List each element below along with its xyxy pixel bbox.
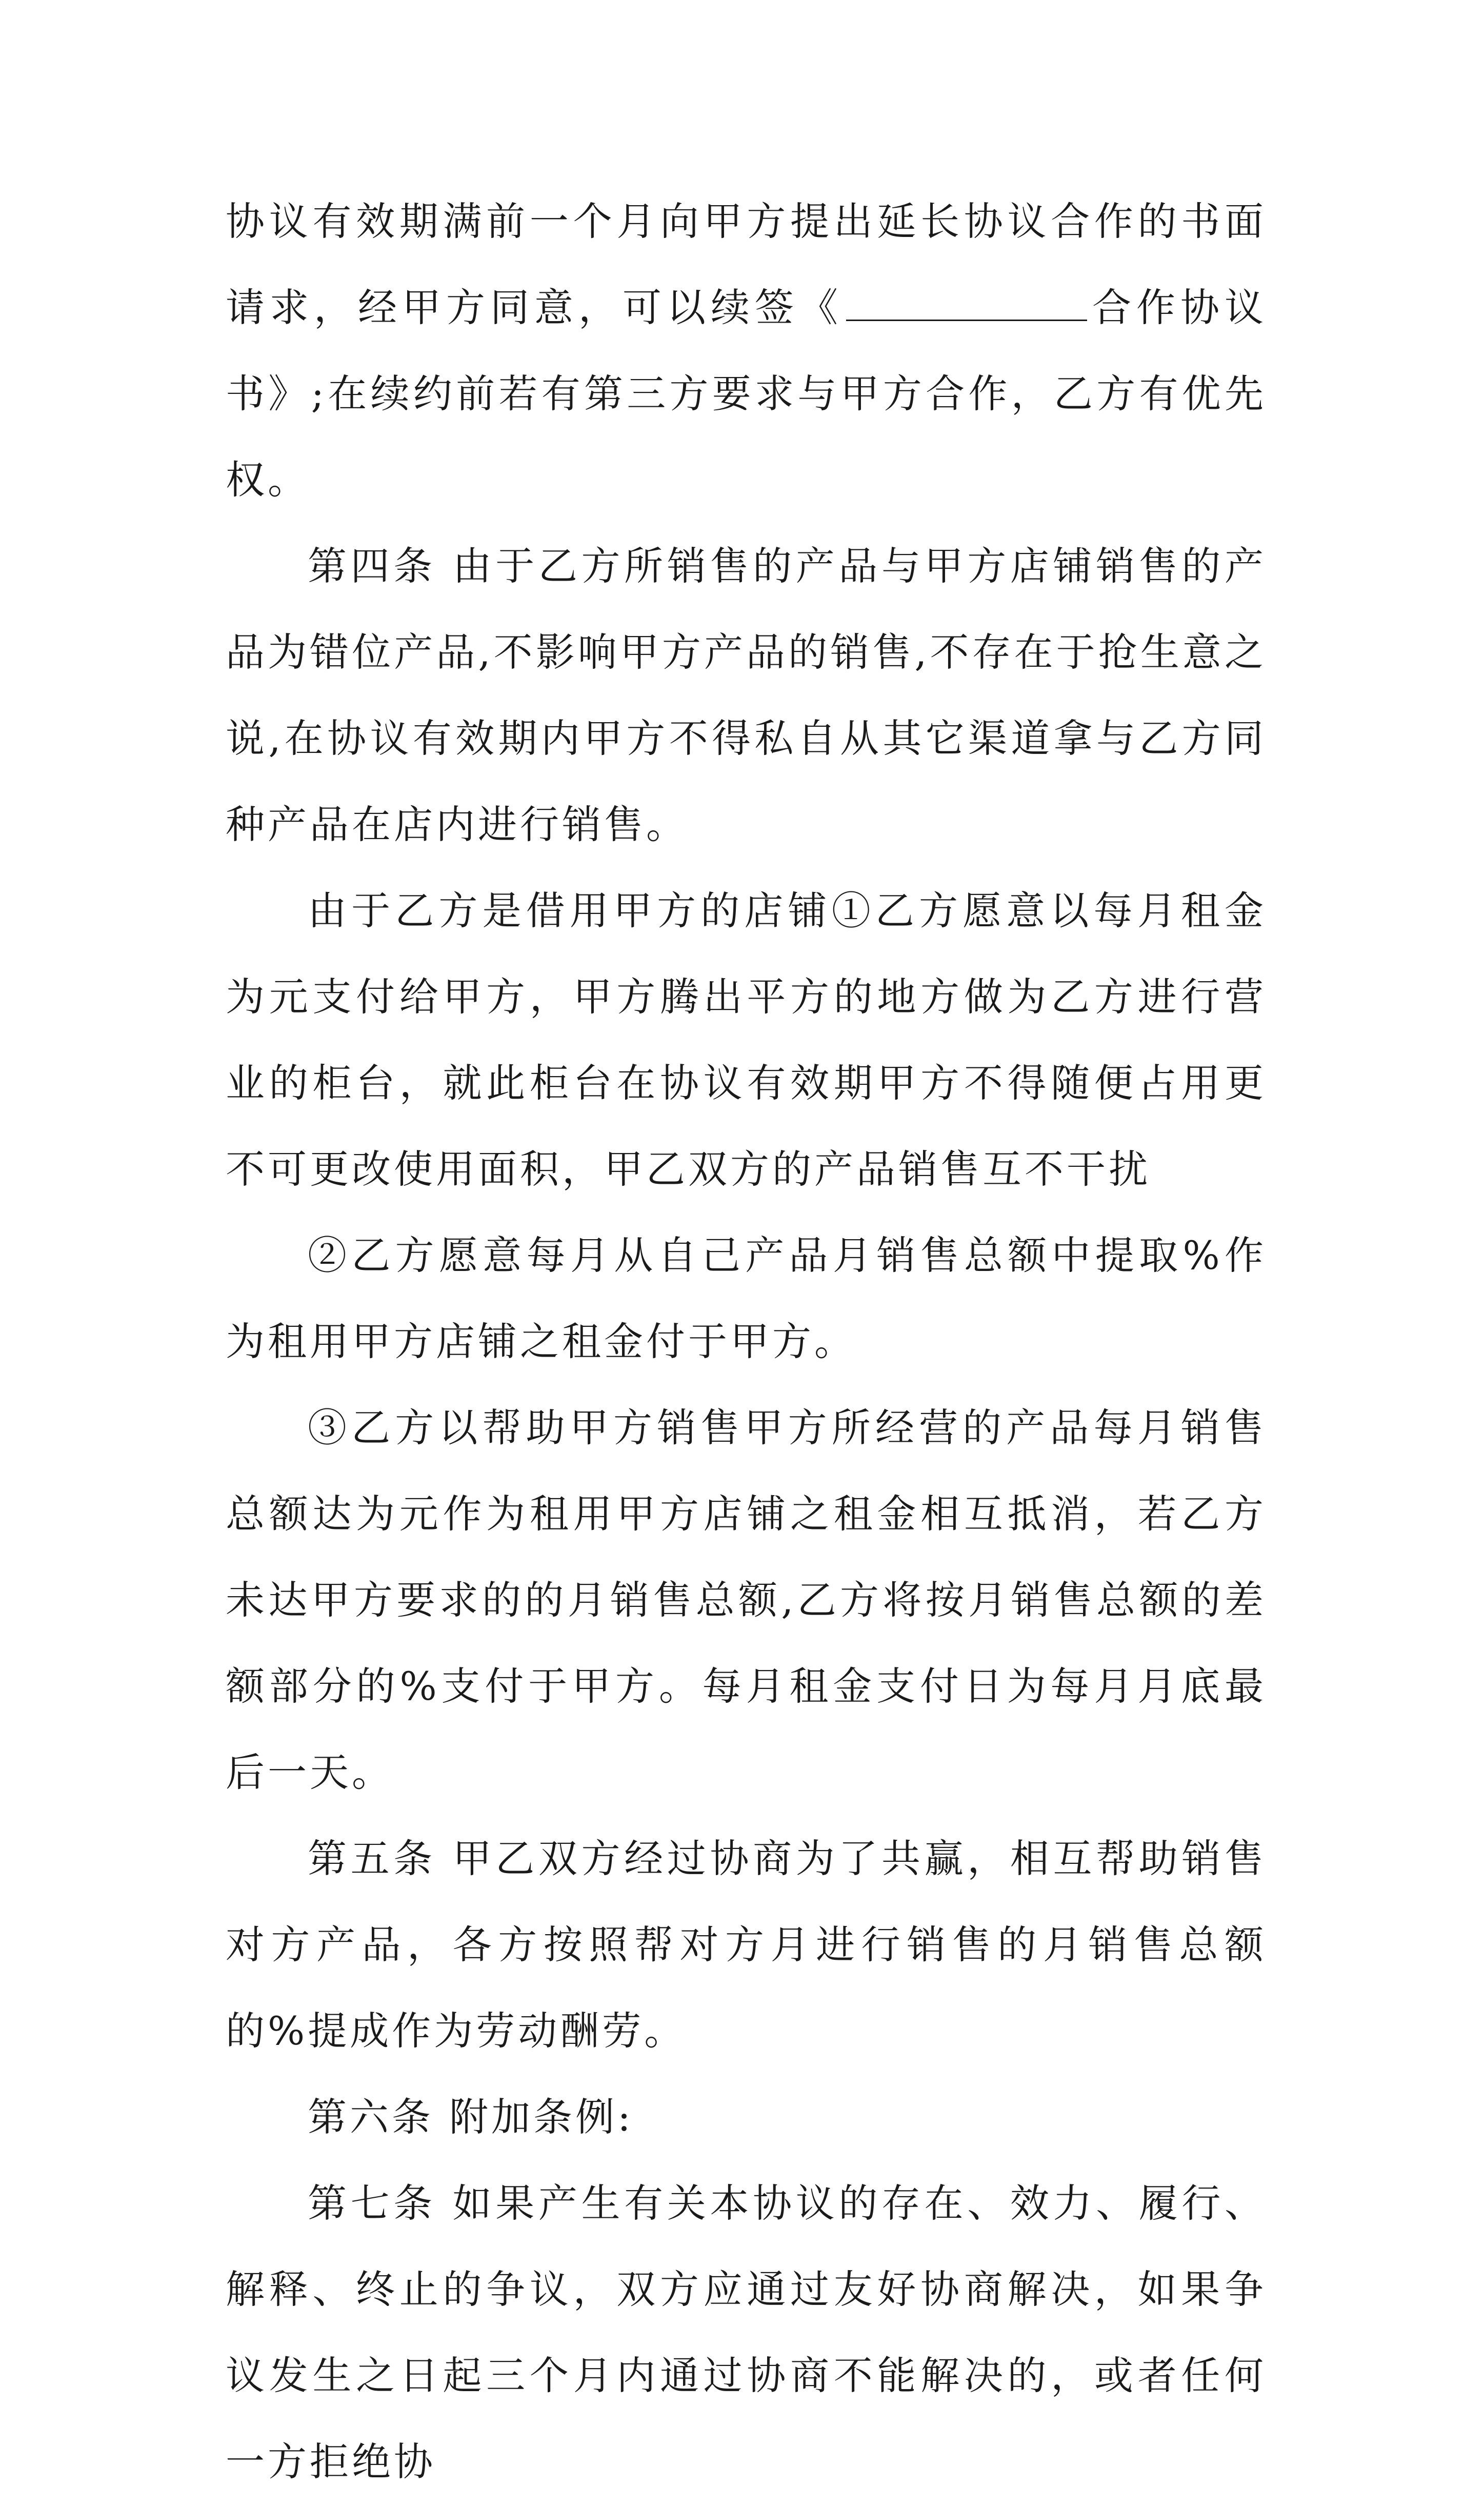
paragraph-rent-option-3: ③乙方以帮助甲方销售甲方所经营的产品每月销售总额达为元作为租用甲方店铺之租金相互抵消，若乙方未达甲方要求的的月销售总额,乙方将按月销售总额的差额部分的%支付于甲方。每月租金支付日为每月月底最后一天。 bbox=[226, 1405, 1267, 1795]
renewal-text-before-blank: 协议有效期满前一个月向甲方提出延长协议合作的书面请求，经甲方同意，可以续签《 bbox=[226, 198, 1267, 330]
paragraph-rent-option-2: ②乙方愿意每月从自己产品月销售总额中提取%作为租用甲方店铺之租金付于甲方。 bbox=[226, 1232, 1267, 1364]
paragraph-article-7: 第七条 如果产生有关本协议的存在、效力、履行、解释、终止的争议，双方应通过友好协商解决，如果争议发生之日起三个月内通过协商不能解决的，或者任何一方拒绝协 bbox=[226, 2180, 1267, 2484]
paragraph-article-4: 第四条 由于乙方所销售的产品与甲方店铺销售的产品为错位产品,不影响甲方产品的销售,不存在于抢生意之说,在协议有效期内甲方不得私自从其它渠道拿与乙方同种产品在店内进行销售。 bbox=[226, 543, 1267, 847]
document-body bbox=[226, 178, 1267, 2505]
paragraph-rent-option-1: 由于乙方是借用甲方的店铺①乙方愿意以每月租金为元支付给甲方，甲方腾出平方的地方做为乙方进行营业的柜台，就此柜台在协议有效期甲方不得随便占用更不可更改使用面积，甲乙双方的产品销售互不干扰 bbox=[226, 888, 1267, 1192]
agreement-name-blank bbox=[846, 283, 1087, 321]
paragraph-renewal-clause bbox=[226, 178, 1267, 523]
paragraph-article-6: 第六条 附加条例: bbox=[308, 2094, 634, 2140]
renewal-text-after-blank: 合作协议书》;在续约前若有第三方要求与甲方合作，乙方有优先权。 bbox=[226, 285, 1267, 503]
paragraph-article-5: 第五条 甲乙双方经过协商为了共赢，相互帮助销售对方产品，各方按照帮对方月进行销售的月销售总额的%提成作为劳动酬劳。 bbox=[226, 1836, 1267, 2054]
